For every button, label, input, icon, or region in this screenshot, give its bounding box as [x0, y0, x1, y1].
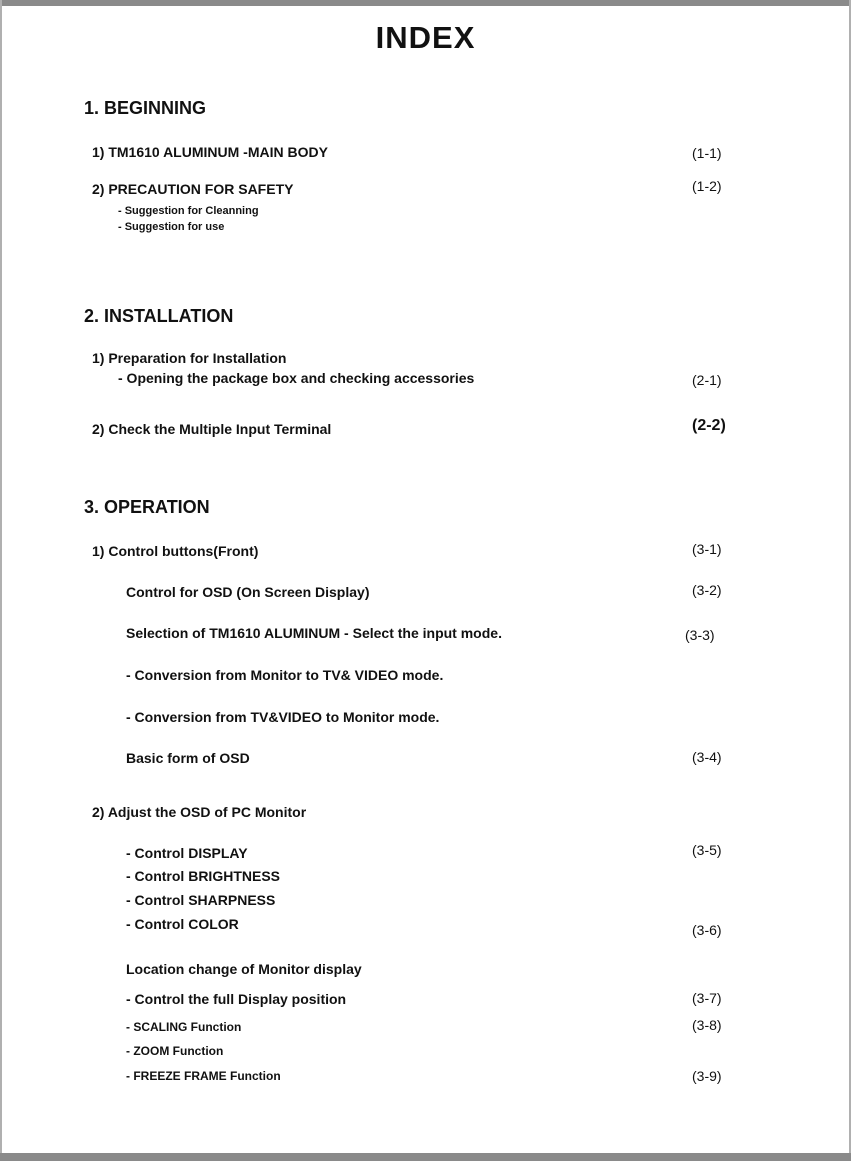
toc-page-3-6: (3-6)	[692, 922, 722, 938]
toc-item-select-input-mode: Selection of TM1610 ALUMINUM - Select the input mode.	[126, 625, 502, 641]
toc-item-precaution: 2) PRECAUTION FOR SAFETY	[92, 181, 294, 197]
toc-item-input-terminal: 2) Check the Multiple Input Terminal	[92, 421, 332, 437]
toc-page-3-4: (3-4)	[692, 749, 722, 765]
toc-page-2-2: (2-2)	[692, 417, 726, 434]
toc-item-zoom: - ZOOM Function	[126, 1044, 224, 1058]
toc-page-3-8: (3-8)	[692, 1017, 722, 1033]
toc-subitem-opening-package: - Opening the package box and checking accessories	[118, 370, 475, 386]
toc-item-adjust-osd: 2) Adjust the OSD of PC Monitor	[92, 804, 307, 820]
top-border	[0, 0, 851, 6]
toc-item-control-display: - Control DISPLAY	[126, 845, 248, 861]
toc-item-basic-osd: Basic form of OSD	[126, 750, 250, 766]
toc-item-control-brightness: - Control BRIGHTNESS	[126, 868, 280, 884]
toc-page-3-5: (3-5)	[692, 842, 722, 858]
toc-page-3-7: (3-7)	[692, 990, 722, 1006]
left-border	[0, 0, 2, 1161]
toc-item-full-display-position: - Control the full Display position	[126, 991, 347, 1007]
toc-item-control-color: - Control COLOR	[126, 916, 239, 932]
toc-item-main-body: 1) TM1610 ALUMINUM -MAIN BODY	[92, 144, 328, 160]
toc-page-3-1: (3-1)	[692, 541, 722, 557]
toc-page-3-2: (3-2)	[692, 582, 722, 598]
bottom-border	[0, 1153, 851, 1161]
toc-page-1-1: (1-1)	[692, 145, 722, 161]
section-heading-installation: 2. INSTALLATION	[84, 306, 234, 326]
toc-subitem-use: - Suggestion for use	[118, 221, 225, 233]
toc-page-3-9: (3-9)	[692, 1068, 722, 1084]
toc-item-tv-to-monitor: - Conversion from TV&VIDEO to Monitor mode.	[126, 709, 440, 725]
toc-item-freeze-frame: - FREEZE FRAME Function	[126, 1069, 281, 1083]
toc-item-control-sharpness: - Control SHARPNESS	[126, 892, 276, 908]
toc-subitem-cleaning: - Suggestion for Cleanning	[118, 205, 259, 217]
toc-item-location-change: Location change of Monitor display	[126, 961, 362, 977]
toc-item-control-osd: Control for OSD (On Screen Display)	[126, 584, 370, 600]
section-heading-beginning: 1. BEGINNING	[84, 98, 207, 118]
toc-item-scaling: - SCALING Function	[126, 1020, 242, 1034]
section-heading-operation: 3. OPERATION	[84, 497, 210, 517]
toc-page-2-1: (2-1)	[692, 372, 722, 388]
toc-item-monitor-to-tv: - Conversion from Monitor to TV& VIDEO mode.	[126, 667, 444, 683]
page-title: INDEX	[375, 20, 476, 55]
toc-item-preparation: 1) Preparation for Installation	[92, 350, 287, 366]
toc-page-3-3: (3-3)	[685, 627, 715, 643]
toc-page-1-2: (1-2)	[692, 178, 722, 194]
toc-item-control-buttons: 1) Control buttons(Front)	[92, 543, 259, 559]
